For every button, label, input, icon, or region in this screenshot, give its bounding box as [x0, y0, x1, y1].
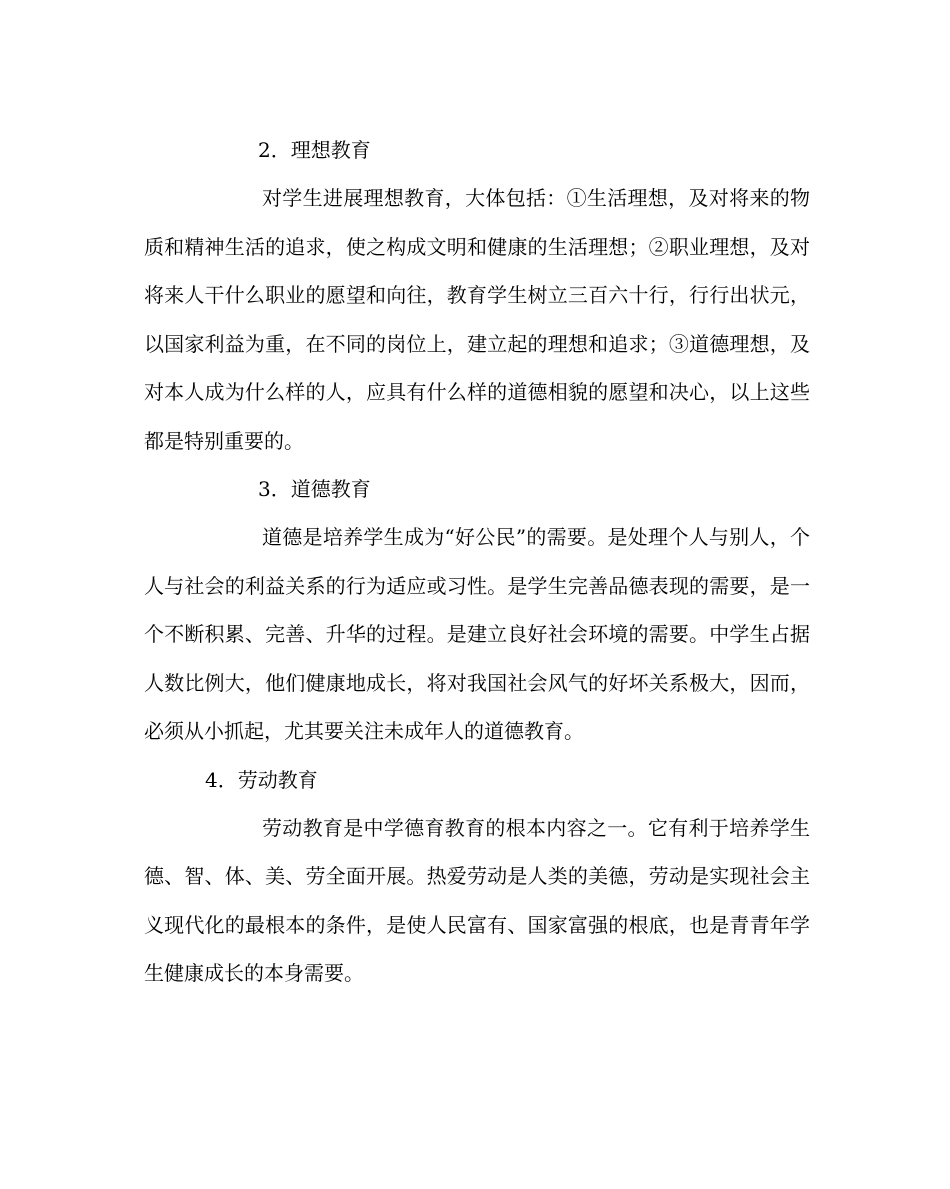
section-paragraph-moral-education: 道德是培养学生成为“好公民”的需要。是处理个人与别人，个人与社会的利益关系的行为适应或习性。是学生完善品德表现的需要，是一个不断积累、完善、升华的过程。是建立良好社会环境的需要。中学生占据人数比例大，他们健康地成长，将对我国社会风气的好坏关系极大，因而，必须从小抓起，尤其要关注未成年人的道德教育。: [144, 525, 810, 743]
section-heading-moral-education: 3．道德教育: [258, 477, 371, 501]
section-heading-ideal-education: 2．理想教育: [258, 138, 371, 162]
section-heading-labor-education: 4．劳动教育: [205, 767, 318, 792]
section-paragraph-ideal-education: 对学生进展理想教育，大体包括：①生活理想，及对将来的物质和精神生活的追求，使之构成文明和健康的生活理想；②职业理想，及对将来人干什么职业的愿望和向往，教育学生树立三百六十行，行行出状元，以国家利益为重，在不同的岗位上，建立起的理想和追求；③道德理想，及对本人成为什么样的人，应具有什么样的道德相貌的愿望和决心，以上这些都是特别重要的。: [144, 186, 810, 453]
document-body: [144, 126, 810, 998]
section-paragraph-labor-education: 劳动教育是中学德育教育的根本内容之一。它有利于培养学生德、智、体、美、劳全面开展。热爱劳动是人类的美德，劳动是实现社会主义现代化的最根本的条件，是使人民富有、国家富强的根底，也是青青年学生健康成长的本身需要。: [144, 815, 810, 985]
